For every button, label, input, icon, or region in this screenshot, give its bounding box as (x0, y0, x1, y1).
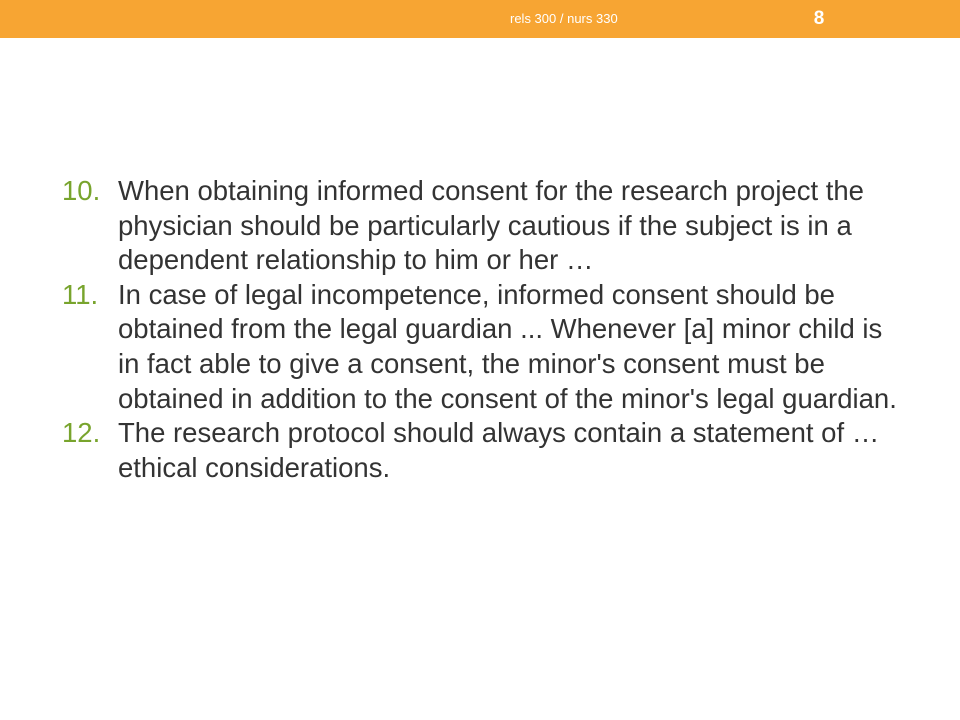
item-text: In case of legal incompetence, informed consent should be obtained from the legal guardian ... Whenever [a] minor child is in fact able to give a consent, the minor's consent must be obtained in addition to the consent of the minor's legal guardian. (118, 278, 897, 414)
item-number: 10. (62, 175, 101, 206)
numbered-list (62, 174, 902, 485)
item-number: 11. (62, 278, 99, 310)
page-number: 8 (813, 8, 825, 29)
list-item-11 (62, 278, 902, 416)
list-item-12 (62, 416, 902, 485)
item-text: When obtaining informed consent for the research project the physician should be particularly cautious if the subject is in a dependent relationship to him or her … (118, 175, 864, 276)
item-number: 12. (62, 417, 101, 449)
header-bar (0, 0, 960, 38)
course-label: rels 300 / nurs 330 (510, 11, 618, 26)
list-item-10 (62, 174, 902, 278)
item-text: The research protocol should always contain a statement of … ethical considerations. (118, 417, 880, 483)
